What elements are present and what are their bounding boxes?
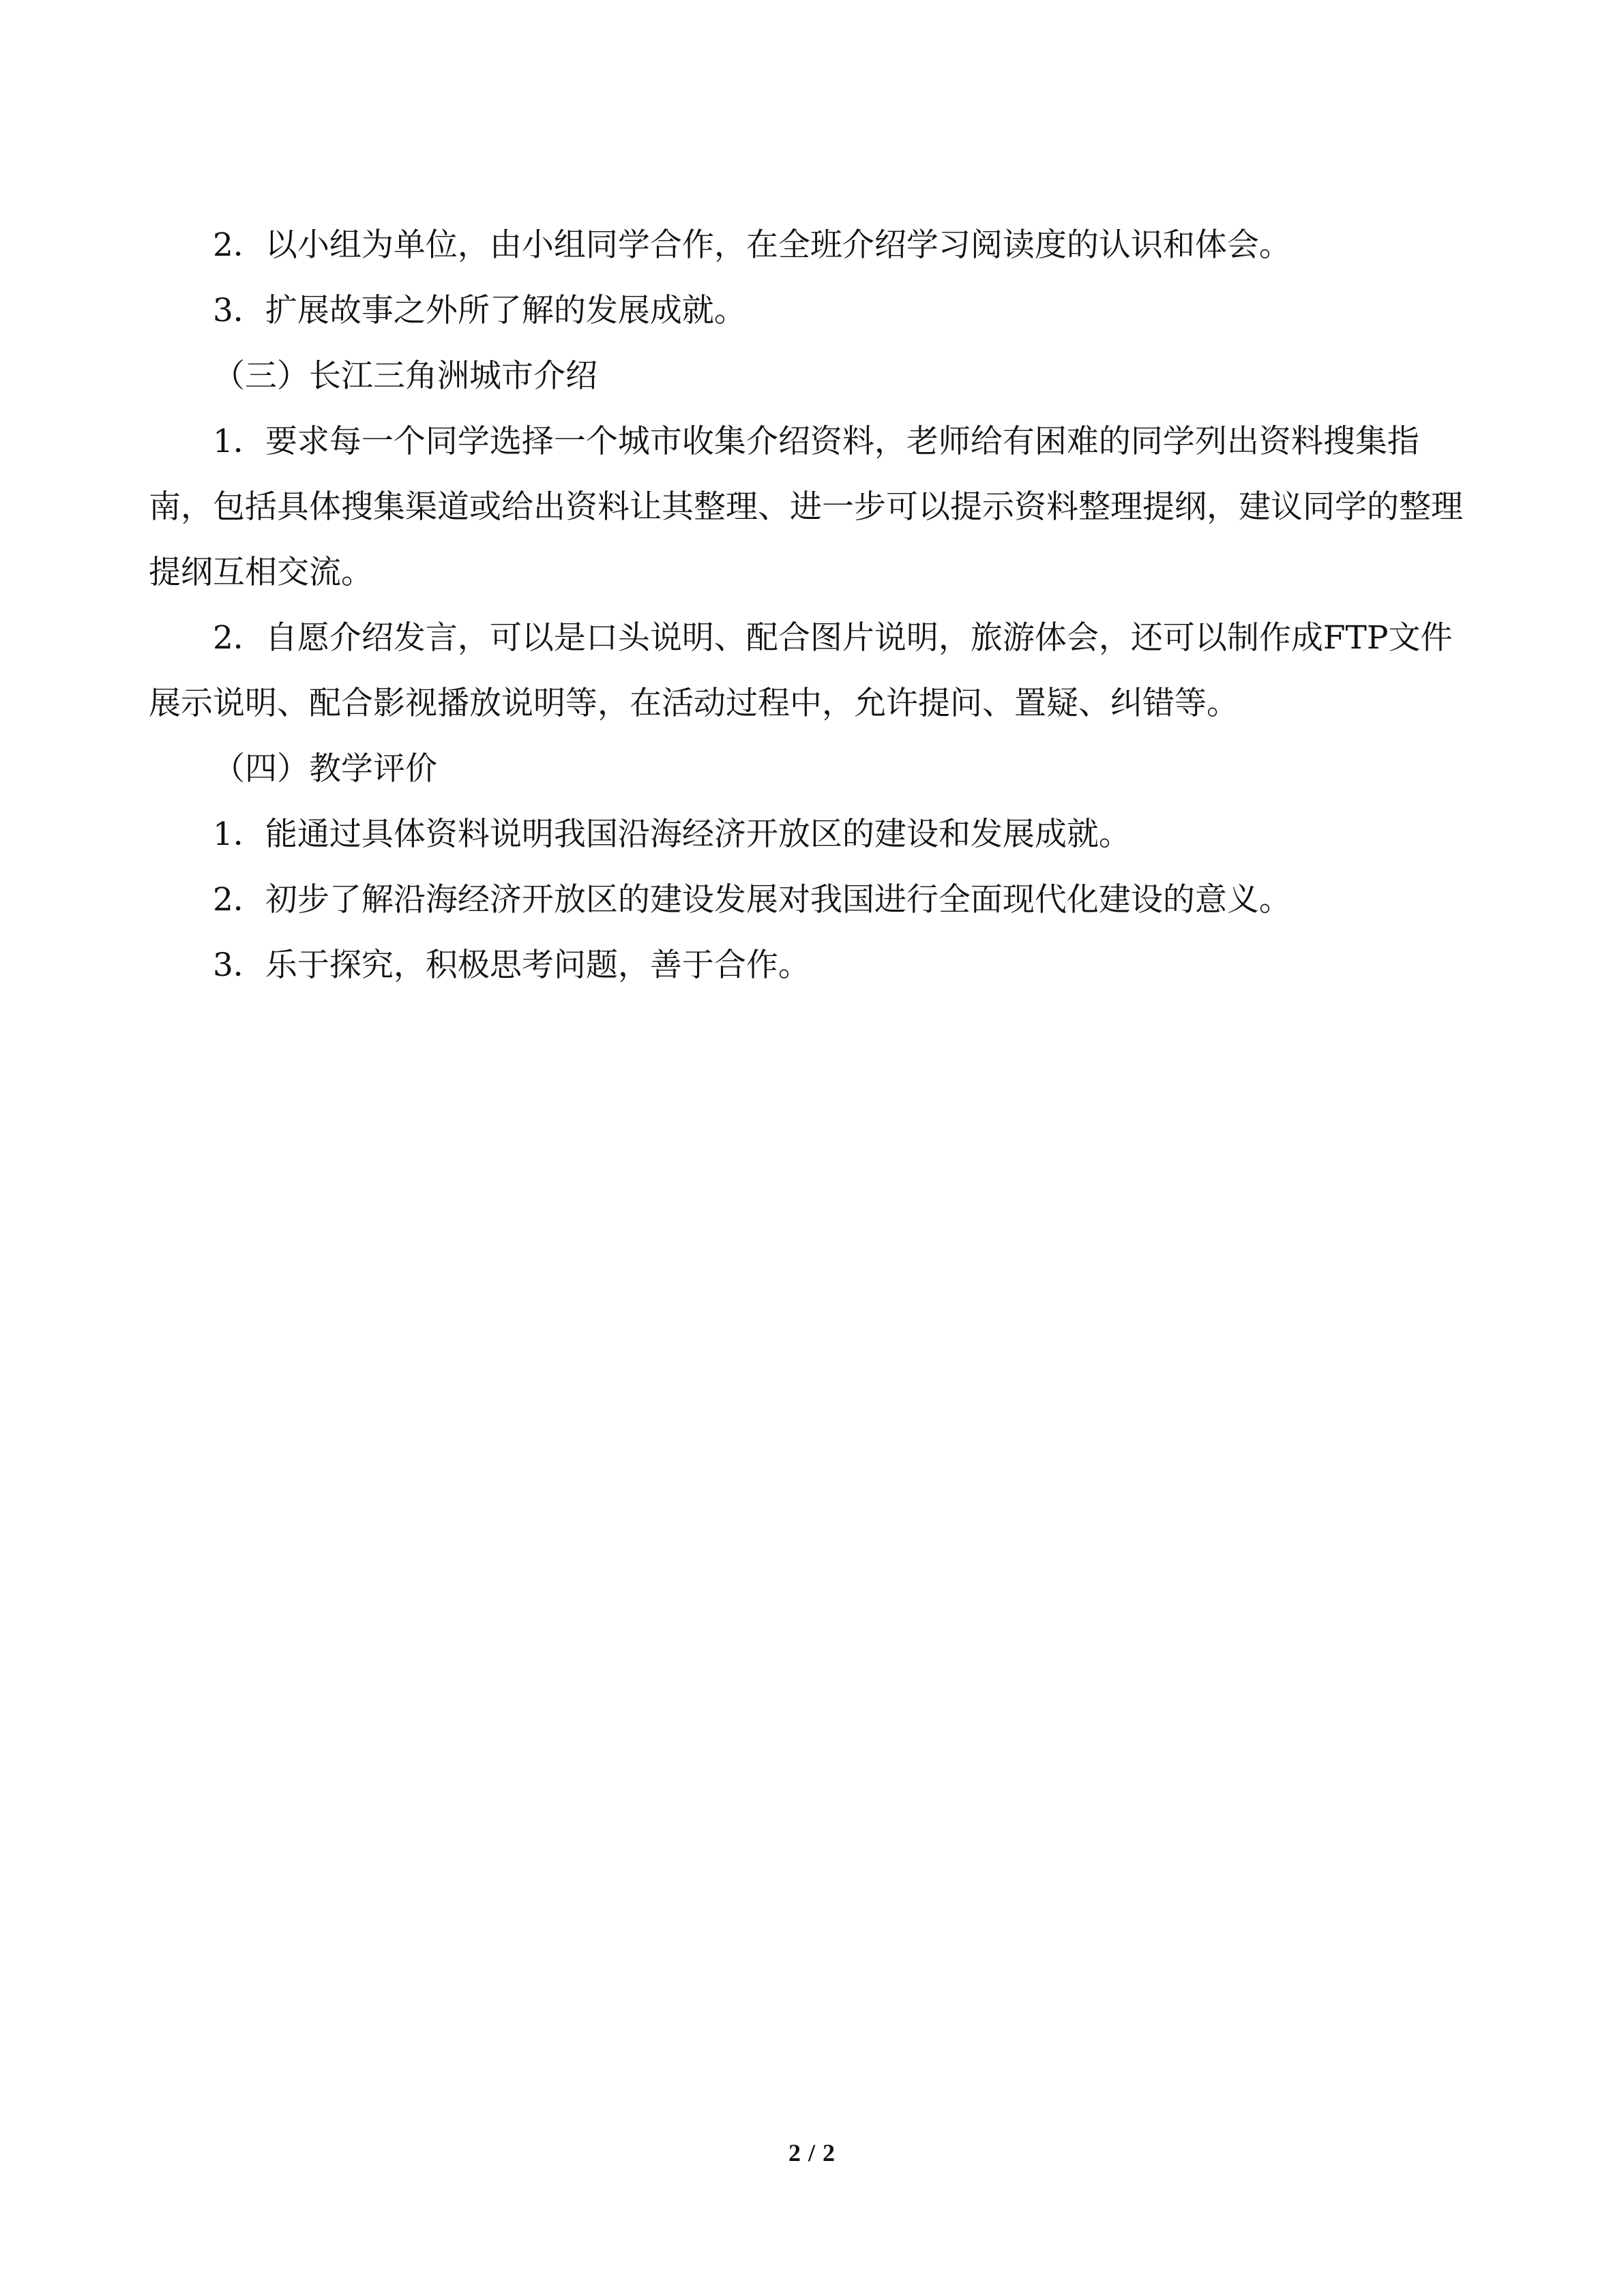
paragraph-evaluation-1: 1．能通过具体资料说明我国沿海经济开放区的建设和发展成就。 — [213, 816, 1131, 853]
page-number: 2 / 2 — [788, 2139, 836, 2166]
document-body — [149, 213, 1476, 998]
paragraph-extend-achievements: 3．扩展故事之外所了解的发展成就。 — [213, 292, 746, 329]
paragraph-group-intro: 2．以小组为单位，由小组同学合作，在全班介绍学习阅读度的认识和体会。 — [213, 226, 1291, 264]
section-heading-yangtze-delta: （三）长江三角洲城市介绍 — [213, 357, 597, 395]
paragraph-city-materials: 1．要求每一个同学选择一个城市收集介绍资料，老师给有困难的同学列出资料搜集指南，包括具体搜集渠道或给出资料让其整理、进一步可以提示资料整理提纲，建议同学的整理提纲互相交流。 — [149, 423, 1463, 591]
section-heading-evaluation: （四）教学评价 — [213, 750, 437, 788]
paragraph-evaluation-3: 3．乐于探究，积极思考问题，善于合作。 — [213, 946, 810, 984]
paragraph-evaluation-2: 2．初步了解沿海经济开放区的建设发展对我国进行全面现代化建设的意义。 — [213, 881, 1291, 919]
paragraph-voluntary-speech: 2．自愿介绍发言，可以是口头说明、配合图片说明，旅游体会，还可以制作成FTP文件展示说明、配合影视播放说明等，在活动过程中，允许提问、置疑、纠错等。 — [149, 619, 1453, 722]
